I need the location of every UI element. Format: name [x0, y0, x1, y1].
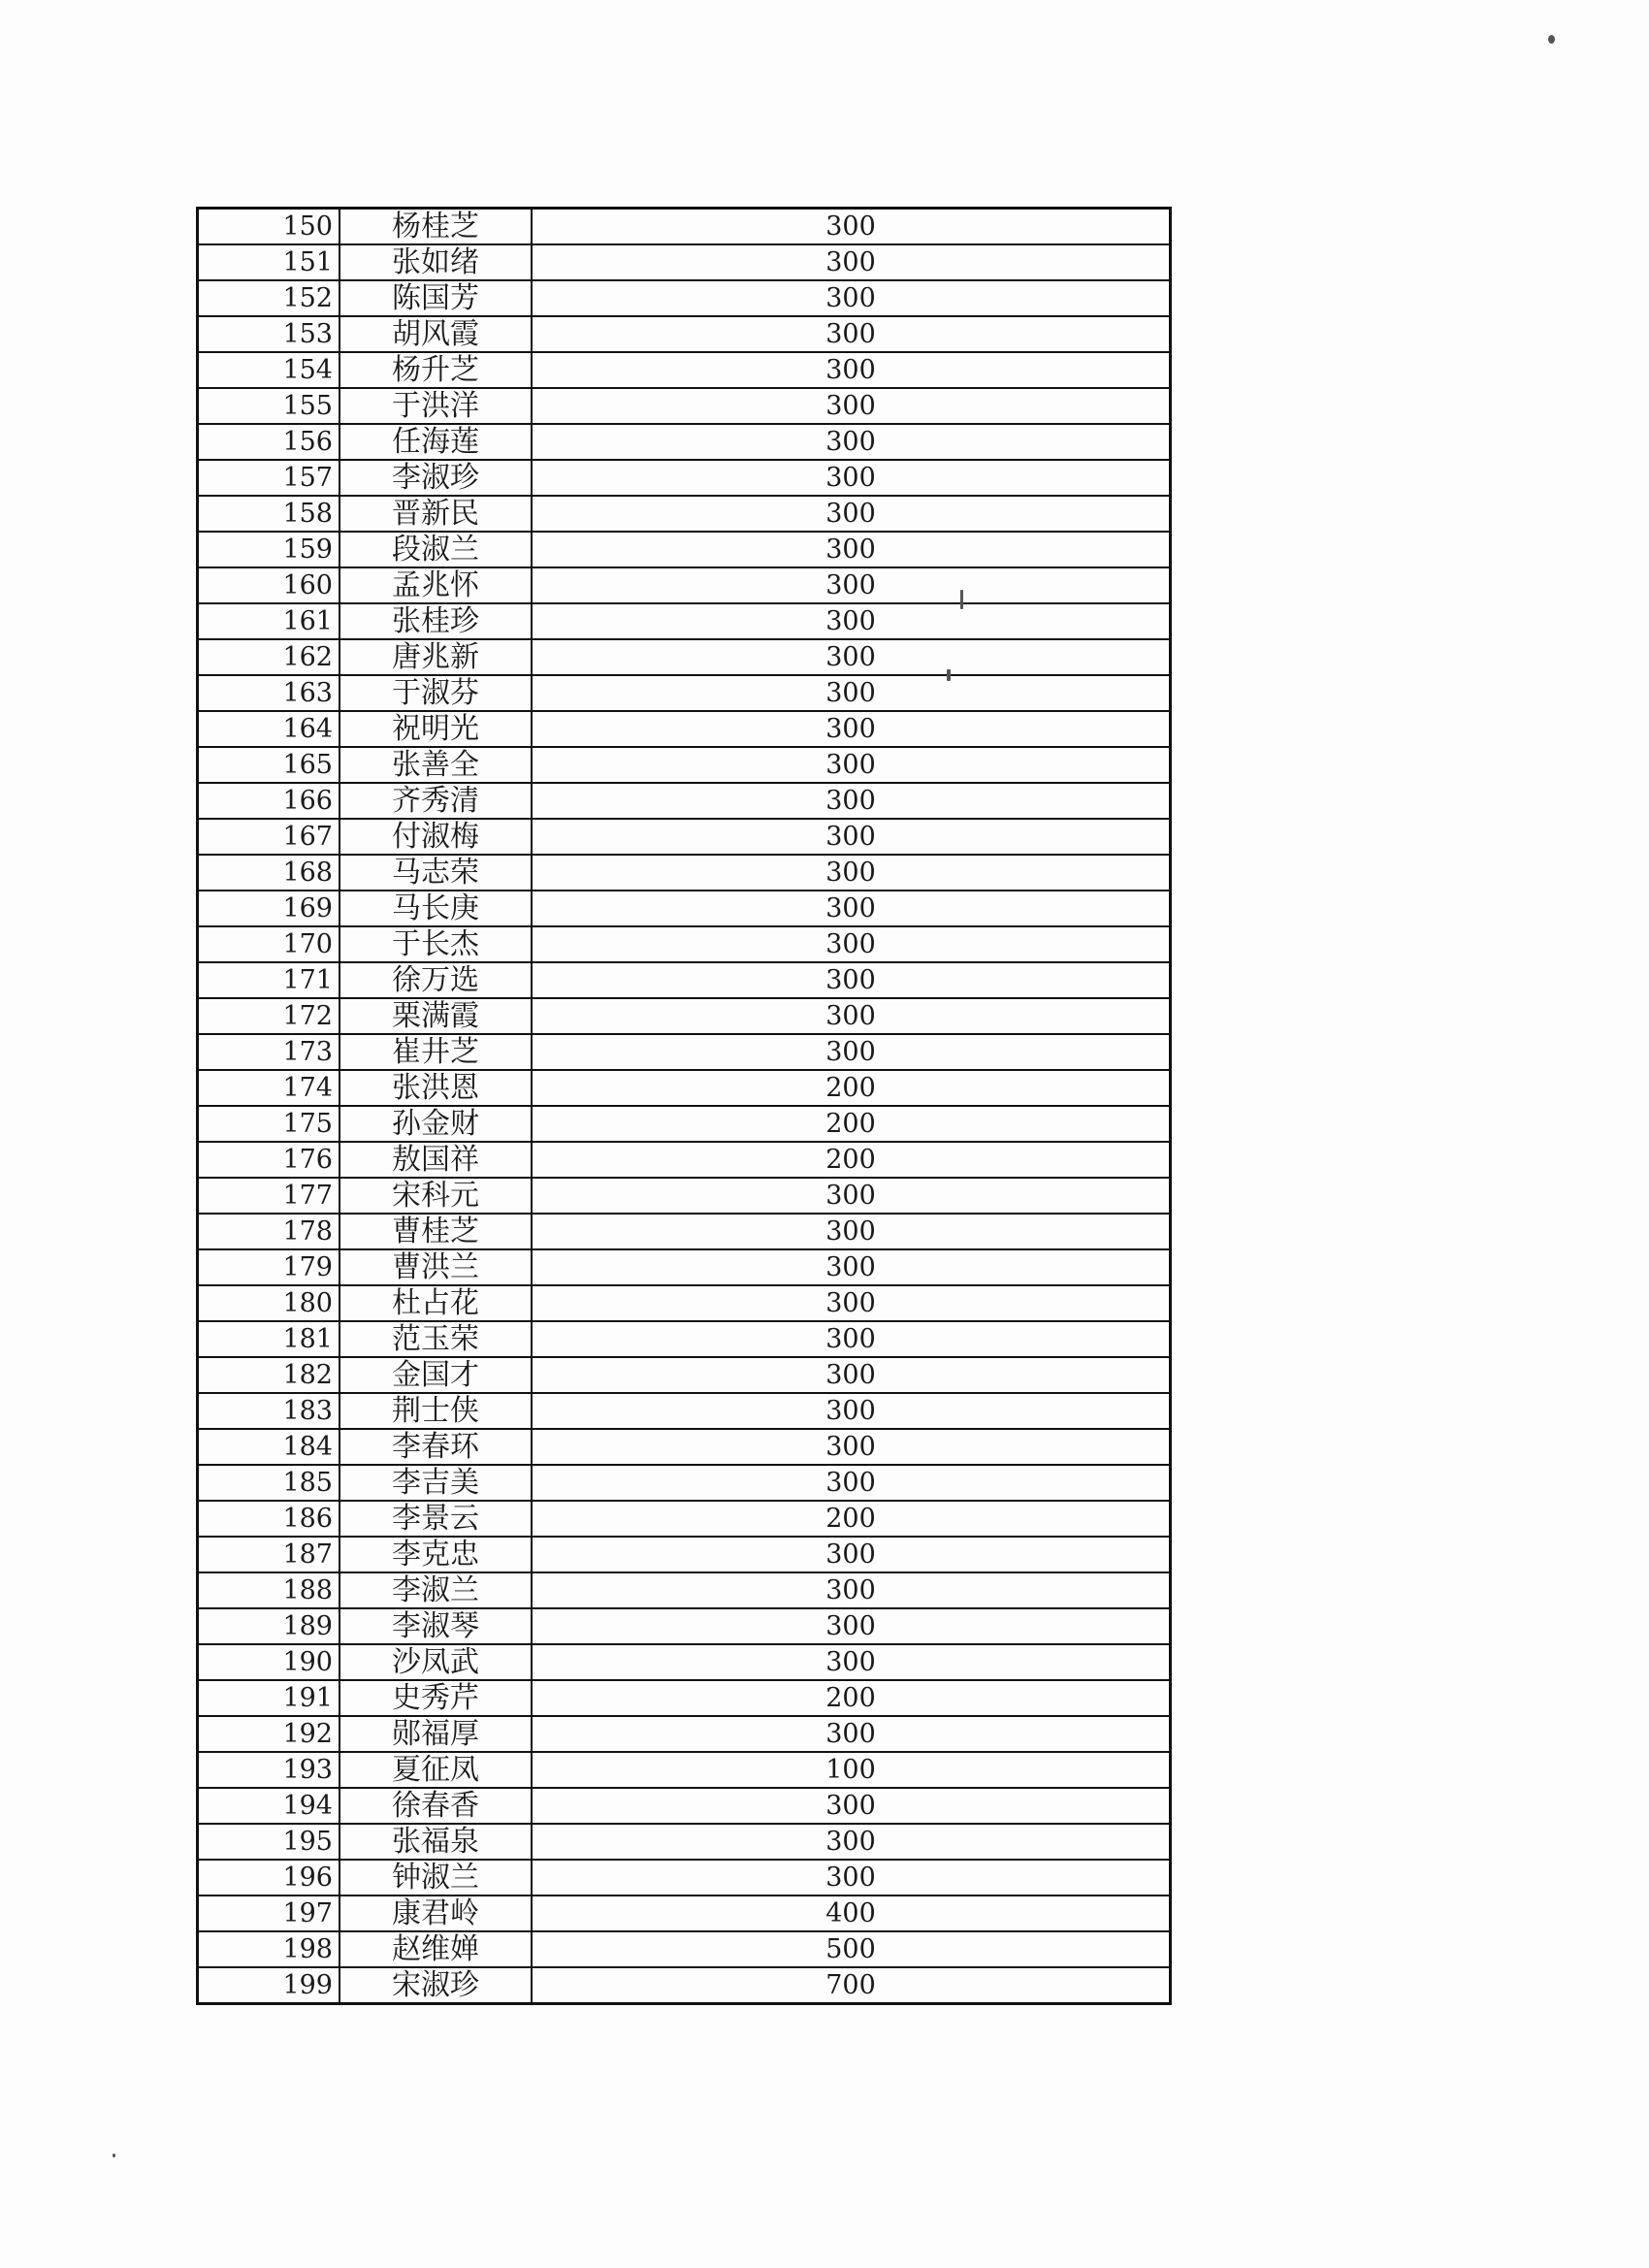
row-number-cell: 151 — [198, 244, 340, 280]
amount-cell: 300 — [532, 316, 1171, 352]
name-cell: 夏征凤 — [340, 1752, 532, 1788]
amount-cell: 300 — [532, 1249, 1171, 1285]
amount-cell: 200 — [532, 1142, 1171, 1178]
name-cell: 范玉荣 — [340, 1321, 532, 1357]
table-row — [198, 855, 1171, 891]
amount-cell: 300 — [532, 424, 1171, 460]
name-cell: 付淑梅 — [340, 819, 532, 855]
amount-cell: 300 — [532, 675, 1171, 711]
amount-cell: 200 — [532, 1680, 1171, 1716]
table-row — [198, 962, 1171, 998]
name-cell: 康君岭 — [340, 1895, 532, 1931]
name-cell: 于洪洋 — [340, 388, 532, 424]
name-cell: 胡风霞 — [340, 316, 532, 352]
table-row — [198, 891, 1171, 926]
table-row — [198, 388, 1171, 424]
row-number-cell: 196 — [198, 1860, 340, 1895]
amount-cell: 300 — [532, 1608, 1171, 1644]
amount-cell: 300 — [532, 1034, 1171, 1070]
name-cell: 荆士侠 — [340, 1393, 532, 1429]
name-cell: 敖国祥 — [340, 1142, 532, 1178]
table-row — [198, 711, 1171, 747]
name-cell: 马志荣 — [340, 855, 532, 891]
amount-cell: 300 — [532, 388, 1171, 424]
amount-cell: 300 — [532, 1788, 1171, 1824]
table-row — [198, 316, 1171, 352]
row-number-cell: 192 — [198, 1716, 340, 1752]
name-cell: 齐秀清 — [340, 783, 532, 819]
row-number-cell: 167 — [198, 819, 340, 855]
row-number-cell: 152 — [198, 280, 340, 316]
table-row — [198, 1680, 1171, 1716]
amount-cell: 300 — [532, 1537, 1171, 1572]
name-cell: 徐万选 — [340, 962, 532, 998]
row-number-cell: 153 — [198, 316, 340, 352]
table-row — [198, 1608, 1171, 1644]
row-number-cell: 185 — [198, 1465, 340, 1501]
table-row — [198, 1106, 1171, 1142]
amount-cell: 400 — [532, 1895, 1171, 1931]
table-row — [198, 1034, 1171, 1070]
row-number-cell: 172 — [198, 998, 340, 1034]
table-row — [198, 1249, 1171, 1285]
amount-cell: 300 — [532, 209, 1171, 245]
name-cell: 孟兆怀 — [340, 567, 532, 603]
row-number-cell: 189 — [198, 1608, 340, 1644]
scan-speck — [947, 669, 951, 681]
amount-cell: 300 — [532, 1572, 1171, 1608]
name-cell: 李克忠 — [340, 1537, 532, 1572]
table-row — [198, 603, 1171, 639]
row-number-cell: 168 — [198, 855, 340, 891]
row-number-cell: 157 — [198, 460, 340, 496]
amount-cell: 300 — [532, 1824, 1171, 1860]
name-cell: 唐兆新 — [340, 639, 532, 675]
row-number-cell: 194 — [198, 1788, 340, 1824]
amount-cell: 300 — [532, 962, 1171, 998]
amount-cell: 300 — [532, 532, 1171, 567]
name-cell: 李景云 — [340, 1501, 532, 1537]
amount-cell: 300 — [532, 1716, 1171, 1752]
amount-cell: 500 — [532, 1931, 1171, 1967]
table-row — [198, 926, 1171, 962]
table-row — [198, 819, 1171, 855]
table-row — [198, 1537, 1171, 1572]
table-row — [198, 209, 1171, 245]
row-number-cell: 188 — [198, 1572, 340, 1608]
name-cell: 陈国芳 — [340, 280, 532, 316]
amount-cell: 300 — [532, 639, 1171, 675]
name-cell: 李淑珍 — [340, 460, 532, 496]
row-number-cell: 150 — [198, 209, 340, 245]
row-number-cell: 171 — [198, 962, 340, 998]
table-row — [198, 1752, 1171, 1788]
row-number-cell: 161 — [198, 603, 340, 639]
row-number-cell: 184 — [198, 1429, 340, 1465]
amount-cell: 300 — [532, 280, 1171, 316]
table-row — [198, 1788, 1171, 1824]
amount-cell: 300 — [532, 1465, 1171, 1501]
table-row — [198, 1393, 1171, 1429]
amount-cell: 300 — [532, 460, 1171, 496]
row-number-cell: 187 — [198, 1537, 340, 1572]
table-row — [198, 998, 1171, 1034]
row-number-cell: 190 — [198, 1644, 340, 1680]
row-number-cell: 197 — [198, 1895, 340, 1931]
table-row — [198, 244, 1171, 280]
table-row — [198, 1860, 1171, 1895]
row-number-cell: 191 — [198, 1680, 340, 1716]
name-cell: 杜占花 — [340, 1285, 532, 1321]
table-row — [198, 1501, 1171, 1537]
amount-cell: 200 — [532, 1106, 1171, 1142]
amount-cell: 200 — [532, 1501, 1171, 1537]
row-number-cell: 179 — [198, 1249, 340, 1285]
amount-cell: 300 — [532, 352, 1171, 388]
name-cell: 郧福厚 — [340, 1716, 532, 1752]
row-number-cell: 180 — [198, 1285, 340, 1321]
row-number-cell: 173 — [198, 1034, 340, 1070]
name-cell: 张如绪 — [340, 244, 532, 280]
name-cell: 李淑琴 — [340, 1608, 532, 1644]
name-cell: 晋新民 — [340, 496, 532, 532]
table-row — [198, 1824, 1171, 1860]
row-number-cell: 183 — [198, 1393, 340, 1429]
row-number-cell: 178 — [198, 1214, 340, 1249]
amount-cell: 300 — [532, 891, 1171, 926]
name-cell: 张洪恩 — [340, 1070, 532, 1106]
amount-cell: 300 — [532, 1178, 1171, 1214]
row-number-cell: 154 — [198, 352, 340, 388]
amount-cell: 100 — [532, 1752, 1171, 1788]
roster-table — [196, 207, 1172, 2005]
row-number-cell: 186 — [198, 1501, 340, 1537]
table-row — [198, 1285, 1171, 1321]
row-number-cell: 164 — [198, 711, 340, 747]
amount-cell: 300 — [532, 1393, 1171, 1429]
table-row — [198, 424, 1171, 460]
name-cell: 沙凤武 — [340, 1644, 532, 1680]
amount-cell: 300 — [532, 1429, 1171, 1465]
table-row — [198, 280, 1171, 316]
amount-cell: 300 — [532, 855, 1171, 891]
table-row — [198, 1465, 1171, 1501]
amount-cell: 300 — [532, 567, 1171, 603]
amount-cell: 300 — [532, 783, 1171, 819]
row-number-cell: 160 — [198, 567, 340, 603]
name-cell: 张善全 — [340, 747, 532, 783]
name-cell: 张福泉 — [340, 1824, 532, 1860]
name-cell: 于淑芬 — [340, 675, 532, 711]
scan-speck — [1548, 35, 1555, 44]
table-row — [198, 567, 1171, 603]
name-cell: 李春环 — [340, 1429, 532, 1465]
table-row — [198, 1070, 1171, 1106]
name-cell: 于长杰 — [340, 926, 532, 962]
name-cell: 李淑兰 — [340, 1572, 532, 1608]
amount-cell: 300 — [532, 711, 1171, 747]
row-number-cell: 198 — [198, 1931, 340, 1967]
roster-table-body — [198, 209, 1171, 2004]
table-row — [198, 1895, 1171, 1931]
table-row — [198, 1142, 1171, 1178]
row-number-cell: 199 — [198, 1967, 340, 2004]
table-row — [198, 1572, 1171, 1608]
amount-cell: 200 — [532, 1070, 1171, 1106]
table-row — [198, 532, 1171, 567]
table-row — [198, 639, 1171, 675]
name-cell: 马长庚 — [340, 891, 532, 926]
scan-speck — [960, 590, 963, 609]
scan-speck — [113, 2154, 115, 2157]
row-number-cell: 195 — [198, 1824, 340, 1860]
name-cell: 崔井芝 — [340, 1034, 532, 1070]
row-number-cell: 176 — [198, 1142, 340, 1178]
amount-cell: 300 — [532, 1214, 1171, 1249]
name-cell: 李吉美 — [340, 1465, 532, 1501]
name-cell: 史秀芹 — [340, 1680, 532, 1716]
row-number-cell: 169 — [198, 891, 340, 926]
table-row — [198, 747, 1171, 783]
row-number-cell: 155 — [198, 388, 340, 424]
name-cell: 宋科元 — [340, 1178, 532, 1214]
amount-cell: 300 — [532, 1357, 1171, 1393]
row-number-cell: 159 — [198, 532, 340, 567]
amount-cell: 300 — [532, 1285, 1171, 1321]
name-cell: 徐春香 — [340, 1788, 532, 1824]
amount-cell: 300 — [532, 747, 1171, 783]
table-row — [198, 675, 1171, 711]
amount-cell: 300 — [532, 998, 1171, 1034]
name-cell: 祝明光 — [340, 711, 532, 747]
row-number-cell: 165 — [198, 747, 340, 783]
table-row — [198, 1321, 1171, 1357]
amount-cell: 700 — [532, 1967, 1171, 2004]
table-row — [198, 1429, 1171, 1465]
row-number-cell: 156 — [198, 424, 340, 460]
amount-cell: 300 — [532, 926, 1171, 962]
name-cell: 杨升芝 — [340, 352, 532, 388]
table-row — [198, 1214, 1171, 1249]
amount-cell: 300 — [532, 819, 1171, 855]
row-number-cell: 182 — [198, 1357, 340, 1393]
table-row — [198, 1644, 1171, 1680]
name-cell: 曹桂芝 — [340, 1214, 532, 1249]
table-row — [198, 460, 1171, 496]
name-cell: 曹洪兰 — [340, 1249, 532, 1285]
name-cell: 宋淑珍 — [340, 1967, 532, 2004]
name-cell: 栗满霞 — [340, 998, 532, 1034]
row-number-cell: 174 — [198, 1070, 340, 1106]
name-cell: 张桂珍 — [340, 603, 532, 639]
name-cell: 杨桂芝 — [340, 209, 532, 245]
row-number-cell: 166 — [198, 783, 340, 819]
amount-cell: 300 — [532, 603, 1171, 639]
amount-cell: 300 — [532, 496, 1171, 532]
amount-cell: 300 — [532, 244, 1171, 280]
row-number-cell: 170 — [198, 926, 340, 962]
row-number-cell: 181 — [198, 1321, 340, 1357]
row-number-cell: 177 — [198, 1178, 340, 1214]
name-cell: 任海莲 — [340, 424, 532, 460]
name-cell: 赵维婵 — [340, 1931, 532, 1967]
amount-cell: 300 — [532, 1321, 1171, 1357]
name-cell: 孙金财 — [340, 1106, 532, 1142]
table-row — [198, 1716, 1171, 1752]
row-number-cell: 158 — [198, 496, 340, 532]
amount-cell: 300 — [532, 1644, 1171, 1680]
row-number-cell: 193 — [198, 1752, 340, 1788]
row-number-cell: 175 — [198, 1106, 340, 1142]
row-number-cell: 162 — [198, 639, 340, 675]
amount-cell: 300 — [532, 1860, 1171, 1895]
table-row — [198, 1967, 1171, 2004]
table-row — [198, 1178, 1171, 1214]
table-row — [198, 1357, 1171, 1393]
table-row — [198, 352, 1171, 388]
table-row — [198, 1931, 1171, 1967]
table-row — [198, 496, 1171, 532]
name-cell: 段淑兰 — [340, 532, 532, 567]
table-row — [198, 783, 1171, 819]
row-number-cell: 163 — [198, 675, 340, 711]
name-cell: 钟淑兰 — [340, 1860, 532, 1895]
name-cell: 金国才 — [340, 1357, 532, 1393]
